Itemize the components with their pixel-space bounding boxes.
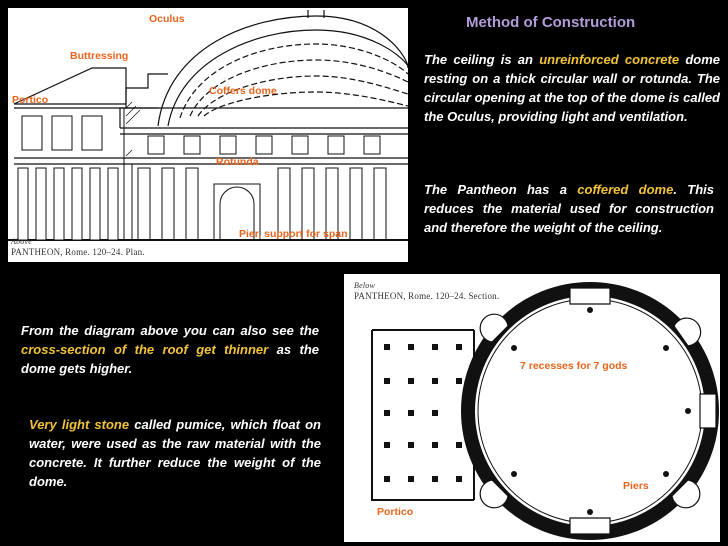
- p3-text-b: as the dome gets higher.: [21, 342, 319, 376]
- p4-highlight: Very light stone: [29, 417, 130, 432]
- paragraph-construction: [424, 50, 720, 126]
- plan-caption-below: Below: [354, 281, 375, 290]
- label-portico-plan: Portico: [377, 506, 414, 518]
- p1-text-a: The ceiling is an: [424, 52, 540, 67]
- plan-caption-text: PANTHEON, Rome. 120–24. Section.: [354, 291, 500, 301]
- p3-text-a: From the diagram above you can also see the: [21, 323, 319, 338]
- paragraph-pumice: [29, 415, 321, 491]
- p3-highlight: cross-section of the roof get thinner: [21, 342, 269, 357]
- label-piers: Piers: [623, 480, 649, 492]
- section-diagram: [8, 8, 408, 262]
- paragraph-coffered: [424, 180, 714, 237]
- label-rotunda: Rotunda: [216, 156, 259, 168]
- p2-text-b: . This reduces the material used for construction and therefore the weight of the ceiling.: [424, 182, 715, 235]
- label-oculus: Oculus: [149, 13, 185, 25]
- label-portico: Portico: [12, 94, 49, 106]
- plan-drawing: [344, 274, 720, 542]
- plan-diagram: [344, 274, 720, 542]
- label-recesses: 7 recesses for 7 gods: [520, 360, 628, 372]
- p2-text-a: The Pantheon has a: [424, 182, 578, 197]
- p1-highlight: unreinforced concrete: [539, 52, 680, 67]
- slide-heading: Method of Construction: [466, 14, 636, 31]
- label-buttressing: Buttressing: [70, 50, 129, 62]
- section-drawing: [8, 8, 408, 262]
- section-caption-above: Above: [11, 237, 32, 246]
- section-caption-text: PANTHEON, Rome. 120–24. Plan.: [11, 247, 145, 257]
- p1-text-b: dome resting on a thick circular wall or rotunda. The circular opening at the top of the dome is called the Oculus, providing light and ventilation.: [424, 52, 720, 124]
- label-coffers-dome: Coffers dome: [209, 85, 277, 97]
- label-pier: Pier, support for span: [239, 228, 348, 240]
- section-caption: [11, 236, 145, 258]
- p4-text-b: called pumice, which float on water, were used as the raw material with the concrete. It further reduce the weight of the dome.: [29, 417, 321, 489]
- p2-highlight: coffered dome: [577, 182, 674, 197]
- paragraph-cross-section: [21, 321, 319, 378]
- plan-caption: [354, 280, 499, 302]
